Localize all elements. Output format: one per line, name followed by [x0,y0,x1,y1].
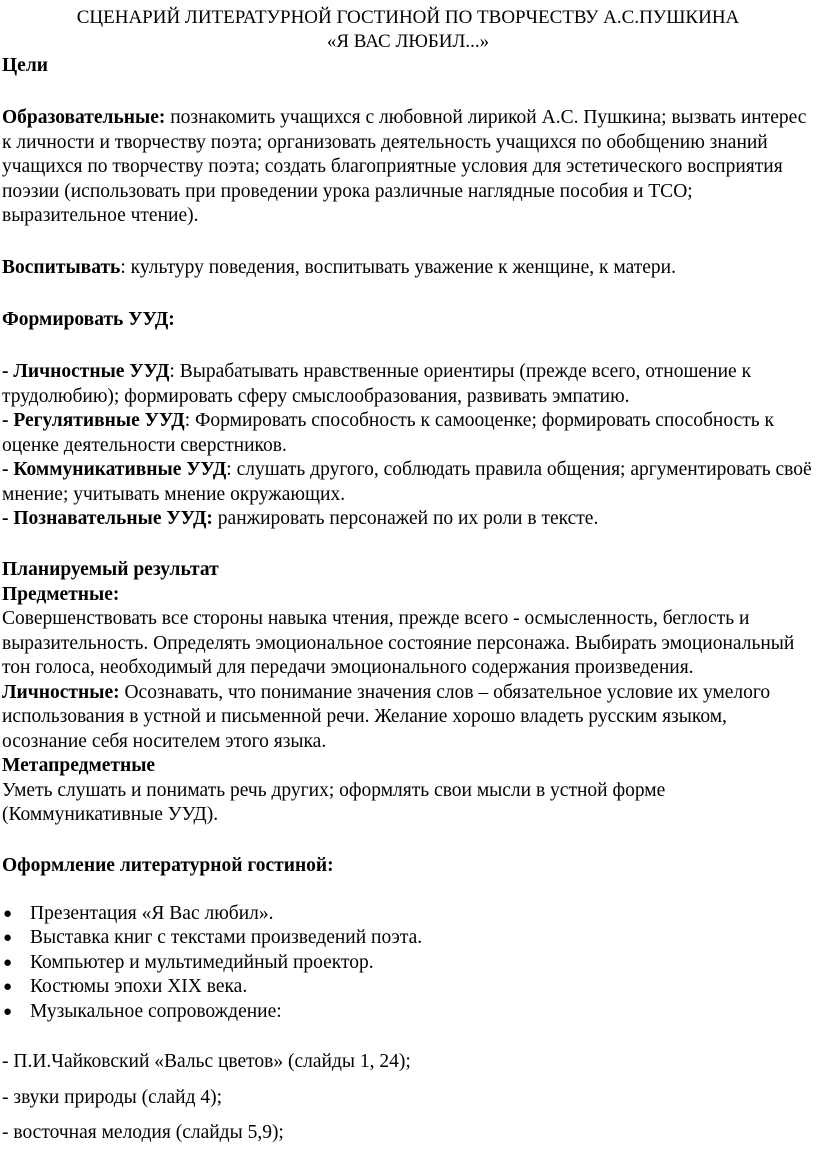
subject-results-text: Совершенствовать все стороны навыка чтения, прежде всего - осмысленность, беглость и выразительность. Определять эмоциональное состояние персонажа. Выбирать эмоциональный тон голоса, необходимый для передачи эмоционального содержания произведения. [2,608,795,678]
goals-heading: Цели [2,55,48,76]
list-item: ● Презентация «Я Вас любил». [2,902,814,927]
bullet-icon: ● [3,954,13,971]
meta-results-text: Уметь слушать и понимать речь других; оформлять свои мысли в устной форме (Коммуникативные УУД). [2,779,666,825]
upbringing-goals-paragraph [2,256,814,281]
educational-goals-text: познакомить учащихся с любовной лирикой А.С. Пушкина; вызвать интерес к личности и творчеству поэта; организовать деятельность учащихся по обобщению знаний учащихся по творчеству поэта; создать благоприятные условия для эстетического восприятия поэзии (использовать при проведении урока различные наглядные пособия и ТСО; выразительное чтение). [2,107,807,226]
upbringing-goals-text: : культуру поведения, воспитывать уважение к женщине, к матери. [120,257,676,278]
upbringing-goals-label: Воспитывать [2,257,121,278]
document-title-line-2: «Я ВАС ЛЮБИЛ...» [326,31,490,52]
list-item: ● Музыкальное сопровождение: [2,1000,814,1025]
decoration-bullet-list [2,902,814,1025]
uud-heading: Формировать УУД: [2,309,175,330]
uud-item-personal: - Личностные УУД: Вырабатывать нравственные ориентиры (прежде всего, отношение к трудолюбию); формировать сферу смыслообразования, развивать эмпатию. [2,361,752,407]
uud-list [2,360,814,532]
personal-results-label: Личностные: [2,681,120,703]
bullet-icon: ● [3,905,13,922]
music-item-nature-sounds: - звуки природы (слайд 4); [2,1086,223,1108]
list-item: ● Компьютер и мультимедийный проектор. [2,951,814,976]
bullet-icon: ● [3,930,13,946]
uud-item-regulative: - Регулятивные УУД: Формировать способность к самооценке; формировать способность к оценке деятельности сверстников. [2,410,774,456]
decoration-heading: Оформление литературной гостиной: [2,855,334,876]
educational-goals-paragraph [2,106,814,229]
music-item-waltz: - П.И.Чайковский «Вальс цветов» (слайды 1, 24); [2,1051,411,1072]
educational-goals-label: Образовательные: [2,107,166,128]
list-item: ● Выставка книг с текстами произведений поэта. [2,926,814,951]
list-item: ● Костюмы эпохи XIX века. [2,975,814,1000]
music-item-oriental-melody: - восточная мелодия (слайды 5,9); [2,1122,284,1143]
results-heading: Планируемый результат [2,559,219,580]
document-title-line-1: СЦЕНАРИЙ ЛИТЕРАТУРНОЙ ГОСТИНОЙ ПО ТВОРЧЕСТВУ А.С.ПУШКИНА [76,7,740,28]
bullet-icon: ● [3,979,13,995]
uud-item-communicative: - Коммуникативные УУД: слушать другого, соблюдать правила общения; аргументировать своё мнение; учитывать мнение окружающих. [2,459,812,505]
subject-results-label: Предметные: [2,583,120,605]
bullet-icon: ● [3,1003,13,1020]
uud-item-cognitive: - Познавательные УУД: ранжировать персонажей по их роли в тексте. [2,508,599,529]
personal-results-paragraph: Личностные: Осознавать, что понимание значения слов – обязательное условие их умелого использования в устной и письменной речи. Желание хорошо владеть русским языком, осознание себя носителем этого языка. [2,681,771,752]
meta-results-label: Метапредметные [2,755,156,776]
